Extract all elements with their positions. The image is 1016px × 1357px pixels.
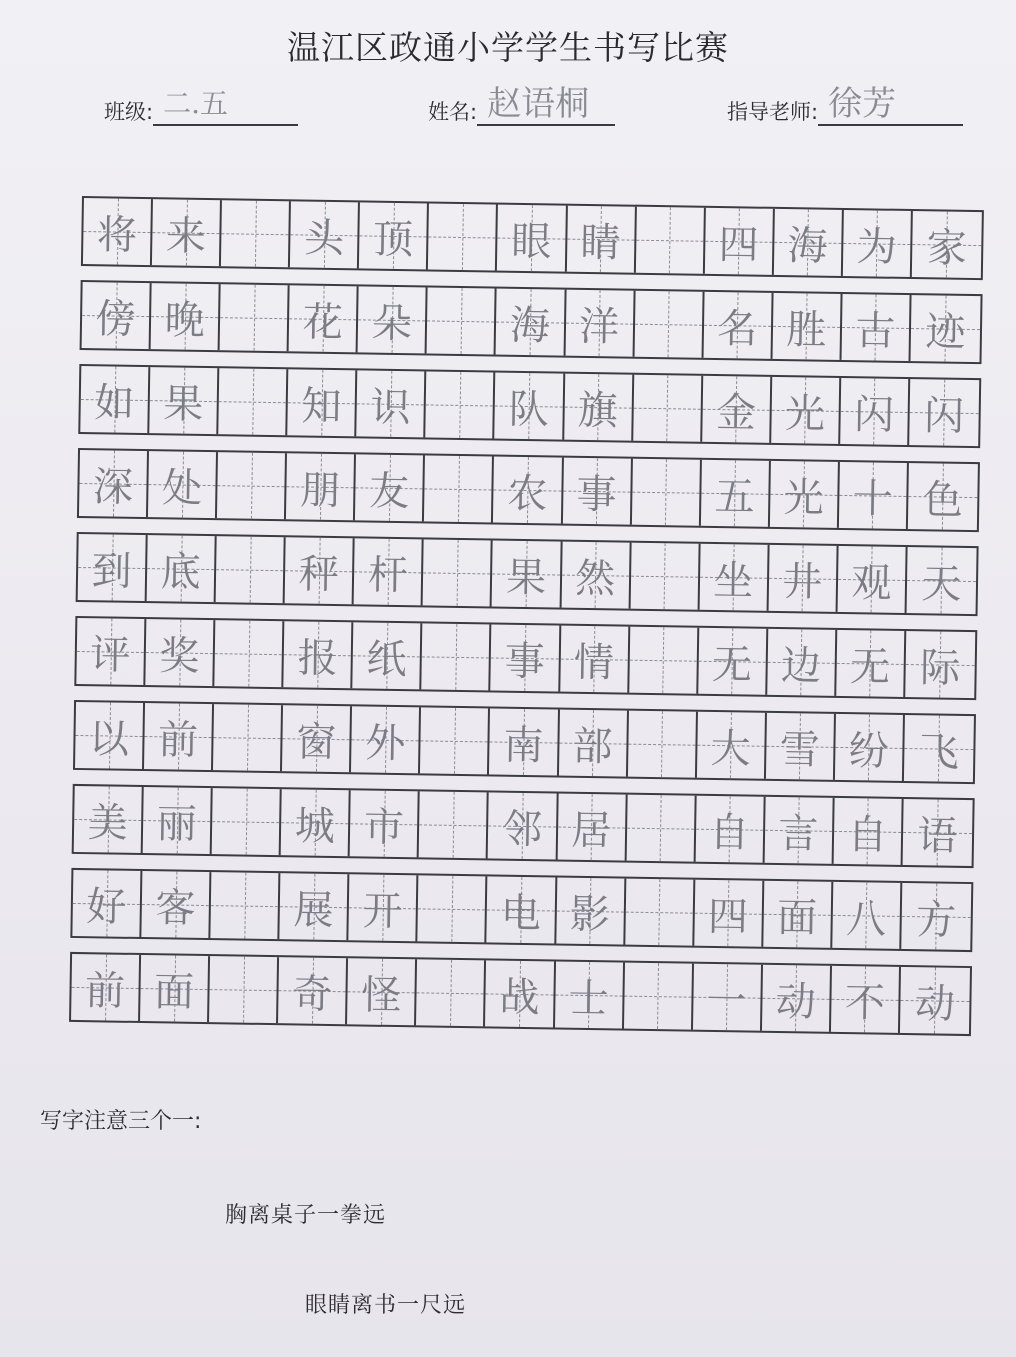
grid-cell	[900, 967, 970, 1034]
handwritten-char: 展	[293, 886, 334, 934]
grid-cell	[904, 715, 974, 782]
grid-cell	[906, 547, 976, 614]
grid-cell	[496, 289, 566, 356]
handwritten-char: 傍	[95, 295, 136, 343]
grid-cell	[763, 881, 833, 948]
grid-cell	[290, 201, 360, 268]
grid-cell	[289, 285, 359, 352]
grid-cell	[770, 461, 840, 528]
grid-cell	[564, 374, 634, 441]
grid-cell	[427, 287, 497, 354]
handwritten-char: 好	[86, 883, 127, 931]
grid-cell	[693, 964, 763, 1031]
grid-row	[72, 784, 975, 868]
handwritten-char: 睛	[580, 219, 621, 266]
grid-cell	[220, 284, 290, 351]
handwritten-char: 动	[775, 978, 817, 1026]
handwritten-char: 部	[572, 723, 613, 770]
handwritten-char: 不	[844, 979, 886, 1027]
handwritten-char: 闪	[853, 391, 895, 439]
grid-cell	[767, 629, 837, 696]
grid-cell	[772, 293, 842, 360]
grid-row	[76, 532, 979, 616]
handwritten-char: 海	[509, 302, 551, 349]
handwritten-char: 前	[157, 716, 199, 764]
handwritten-char: 邻	[501, 806, 543, 853]
handwritten-char: 一	[706, 977, 748, 1025]
handwritten-char: 海	[787, 222, 828, 270]
handwritten-char: 城	[294, 802, 336, 850]
grid-cell	[485, 960, 555, 1027]
handwritten-char: 秤	[298, 550, 340, 598]
grid-cell	[141, 871, 211, 938]
grid-row	[70, 868, 973, 952]
handwritten-char: 识	[370, 384, 411, 431]
handwritten-char: 八	[845, 895, 887, 943]
grid-cell	[626, 795, 696, 862]
grid-cell	[80, 366, 150, 433]
grid-cell	[832, 882, 902, 949]
grid-cell	[843, 210, 913, 277]
grid-cell	[493, 457, 563, 524]
handwritten-char: 光	[783, 474, 825, 522]
grid-cell	[831, 966, 901, 1033]
grid-cell	[634, 291, 704, 358]
handwritten-char: 无	[711, 641, 753, 689]
grid-cell	[151, 283, 221, 350]
grid-cell	[698, 628, 768, 695]
grid-cell	[357, 370, 427, 437]
handwritten-char: 果	[505, 554, 547, 601]
grid-cell	[565, 290, 635, 357]
grid-cell	[908, 463, 978, 530]
handwritten-char: 大	[710, 725, 751, 773]
handwritten-char: 古	[855, 307, 896, 355]
handwritten-char: 金	[715, 389, 757, 437]
handwritten-char: 纷	[848, 727, 890, 775]
grid-cell	[702, 376, 772, 443]
grid-cell	[701, 460, 771, 527]
handwritten-char: 洋	[578, 303, 620, 350]
grid-cell	[82, 282, 152, 349]
grid-cell	[632, 459, 702, 526]
handwritten-char: 语	[917, 812, 958, 860]
grid-cell	[768, 545, 838, 612]
handwritten-char: 边	[780, 642, 822, 690]
handwritten-char: 客	[155, 884, 196, 932]
grid-cell	[214, 620, 284, 687]
grid-cell	[349, 874, 419, 941]
handwritten-char: 迹	[925, 308, 966, 356]
grid-cell	[841, 294, 911, 361]
handwritten-char: 底	[160, 548, 202, 596]
page-title: 温江区政通小学学生书写比赛	[287, 28, 729, 67]
grid-cell	[635, 207, 705, 274]
grid-cell	[901, 883, 971, 950]
grid-cell	[625, 879, 695, 946]
handwritten-char: 言	[778, 810, 819, 858]
grid-cell	[840, 378, 910, 445]
handwritten-char: 四	[707, 893, 749, 941]
grid-cell	[217, 452, 287, 519]
handwritten-char: 居	[570, 807, 612, 854]
grid-cell	[905, 631, 975, 698]
handwritten-char: 以	[88, 715, 130, 763]
class-value: 二.五	[153, 84, 298, 126]
grid-cell	[282, 705, 352, 772]
note-item: 胸离桌子一拳远	[225, 1203, 387, 1228]
handwritten-char: 坐	[712, 557, 754, 605]
grid-cell	[839, 462, 909, 529]
handwritten-char: 朵	[371, 300, 413, 347]
grid-cell	[771, 377, 841, 444]
grid-cell	[833, 798, 903, 865]
grid-cell	[562, 458, 632, 525]
handwritten-char: 无	[849, 643, 891, 691]
grid-cell	[628, 711, 698, 778]
grid-cell	[423, 539, 493, 606]
handwritten-char: 电	[500, 890, 542, 937]
grid-cell	[353, 622, 423, 689]
handwritten-char: 农	[507, 470, 548, 517]
handwritten-char: 际	[919, 644, 961, 692]
handwritten-char: 队	[508, 386, 550, 433]
grid-cell	[624, 963, 694, 1030]
handwritten-char: 光	[784, 390, 826, 438]
grid-cell	[75, 702, 145, 769]
grid-cell	[147, 535, 217, 602]
grid-cell	[487, 876, 557, 943]
handwritten-char: 窗	[295, 718, 337, 766]
grid-cell	[835, 714, 905, 781]
grid-row	[69, 952, 972, 1036]
handwritten-char: 将	[96, 211, 138, 259]
handwritten-char: 观	[851, 559, 892, 607]
note-item: 眼睛离书一尺远	[305, 1293, 467, 1318]
grid-cell	[703, 292, 773, 359]
handwritten-char: 眼	[510, 218, 552, 265]
handwritten-char: 为	[856, 223, 898, 271]
grid-cell	[78, 534, 148, 601]
grid-cell	[83, 198, 153, 265]
grid-cell	[72, 870, 142, 937]
handwritten-char: 情	[573, 639, 615, 686]
handwritten-char: 前	[84, 967, 126, 1015]
handwritten-char: 家	[926, 224, 968, 272]
grid-cell	[418, 875, 488, 942]
handwritten-char: 知	[301, 382, 342, 430]
grid-row	[78, 364, 981, 448]
grid-cell	[74, 786, 144, 853]
grid-cell	[909, 379, 979, 446]
grid-cell	[561, 542, 631, 609]
handwritten-char: 来	[165, 212, 207, 260]
grid-cell	[218, 368, 288, 435]
grid-cell	[557, 794, 627, 861]
grid-cell	[697, 712, 767, 779]
handwritten-char: 奖	[159, 632, 200, 680]
handwritten-char: 面	[153, 968, 195, 1016]
handwritten-char: 友	[368, 468, 410, 515]
grid-cell	[912, 211, 982, 278]
handwritten-char: 评	[89, 631, 131, 679]
notes-title: 写字注意三个一:	[40, 1109, 202, 1134]
handwritten-char: 奇	[291, 970, 333, 1018]
grid-cell	[71, 954, 141, 1021]
grid-cell	[286, 453, 356, 520]
grid-cell	[629, 627, 699, 694]
grid-cell	[491, 624, 561, 691]
grid-cell	[555, 962, 625, 1029]
grid-cell	[566, 206, 636, 273]
handwritten-char: 杆	[367, 552, 409, 599]
grid-cell	[837, 546, 907, 613]
grid-cell	[774, 209, 844, 276]
handwritten-char: 纸	[366, 636, 407, 683]
grid-cell	[422, 623, 492, 690]
handwritten-char: 报	[297, 634, 338, 682]
grid-cell	[355, 454, 425, 521]
grid-cell	[762, 965, 832, 1032]
grid-row	[80, 280, 983, 364]
grid-cell	[488, 792, 558, 859]
grid-cell	[358, 286, 428, 353]
handwritten-char: 事	[504, 638, 546, 685]
grid-cell	[145, 619, 215, 686]
name-value: 赵语桐	[477, 84, 615, 126]
handwritten-char: 丽	[156, 800, 198, 848]
grid-cell	[556, 878, 626, 945]
handwritten-char: 自	[847, 811, 888, 859]
handwritten-char: 顶	[372, 216, 414, 263]
grid-cell	[76, 618, 146, 685]
handwritten-char: 闪	[923, 392, 965, 440]
grid-row	[74, 616, 977, 700]
name-field	[428, 84, 615, 126]
grid-cell	[903, 799, 973, 866]
grid-cell	[705, 208, 775, 275]
grid-cell	[144, 703, 214, 770]
grid-cell	[428, 203, 498, 270]
grid-cell	[211, 872, 281, 939]
writing-grid	[69, 196, 984, 1050]
grid-cell	[836, 630, 906, 697]
handwritten-char: 胜	[785, 306, 827, 354]
handwritten-char: 名	[716, 305, 758, 353]
grid-cell	[148, 451, 218, 518]
grid-cell	[426, 371, 496, 438]
grid-cell	[149, 367, 219, 434]
teacher-field	[727, 84, 963, 126]
grid-cell	[630, 543, 700, 610]
handwritten-char: 怪	[360, 971, 402, 1019]
grid-cell	[213, 704, 283, 771]
handwritten-char: 天	[921, 560, 962, 608]
grid-cell	[359, 202, 429, 269]
grid-cell	[350, 790, 420, 857]
name-label: 姓名:	[428, 100, 478, 124]
grid-cell	[278, 957, 348, 1024]
teacher-label: 指导老师:	[727, 100, 819, 124]
grid-cell	[143, 787, 213, 854]
grid-cell	[699, 544, 769, 611]
grid-cell	[495, 373, 565, 440]
grid-cell	[766, 713, 836, 780]
class-field	[104, 84, 298, 126]
handwritten-char: 晚	[164, 296, 206, 344]
grid-cell	[79, 450, 149, 517]
handwritten-char: 士	[568, 975, 609, 1022]
grid-row	[77, 448, 980, 532]
teacher-value: 徐芳	[818, 84, 963, 126]
grid-cell	[212, 788, 282, 855]
handwritten-char: 头	[303, 214, 345, 262]
grid-cell	[281, 789, 351, 856]
handwritten-char: 动	[914, 980, 956, 1028]
grid-cell	[424, 455, 494, 522]
handwritten-char: 美	[87, 799, 129, 847]
handwritten-char: 处	[161, 464, 203, 512]
grid-cell	[416, 959, 486, 1026]
grid-cell	[140, 955, 210, 1022]
handwritten-char: 雪	[779, 726, 821, 774]
grid-cell	[420, 707, 490, 774]
handwritten-char: 深	[92, 463, 134, 511]
handwritten-char: 四	[718, 221, 759, 269]
handwritten-char: 旗	[577, 387, 619, 434]
grid-cell	[492, 540, 562, 607]
handwritten-char: 影	[569, 891, 611, 938]
grid-cell	[152, 199, 222, 266]
handwritten-char: 外	[364, 720, 406, 767]
handwritten-char: 到	[91, 547, 133, 595]
handwritten-char: 飞	[918, 728, 960, 776]
grid-cell	[419, 791, 489, 858]
handwritten-char: 市	[363, 804, 405, 851]
handwritten-char: 井	[781, 558, 823, 606]
handwritten-char: 果	[162, 380, 204, 428]
handwritten-char: 南	[503, 722, 544, 769]
handwritten-char: 面	[776, 894, 818, 942]
grid-row	[81, 196, 984, 280]
handwritten-char: 色	[922, 476, 964, 524]
grid-cell	[559, 710, 629, 777]
handwritten-char: 花	[302, 298, 344, 346]
grid-cell	[560, 626, 630, 693]
grid-cell	[633, 375, 703, 442]
grid-cell	[497, 205, 567, 272]
handwritten-char: 十	[852, 475, 894, 523]
handwritten-char: 方	[915, 896, 957, 944]
handwritten-char: 五	[714, 473, 755, 521]
grid-cell	[764, 797, 834, 864]
grid-cell	[280, 873, 350, 940]
handwritten-char: 开	[362, 887, 404, 935]
grid-row	[73, 700, 976, 784]
handwritten-char: 事	[576, 471, 617, 518]
handwritten-char: 战	[499, 974, 540, 1021]
grid-cell	[694, 880, 764, 947]
grid-cell	[285, 537, 355, 604]
grid-cell	[284, 621, 354, 688]
grid-cell	[354, 538, 424, 605]
grid-cell	[695, 796, 765, 863]
class-label: 班级:	[104, 100, 154, 124]
handwritten-char: 朋	[299, 466, 341, 514]
grid-cell	[216, 536, 286, 603]
handwritten-char: 自	[708, 809, 750, 857]
grid-cell	[910, 295, 980, 362]
handwritten-char: 然	[574, 555, 616, 602]
grid-cell	[288, 369, 358, 436]
grid-cell	[347, 958, 417, 1025]
grid-cell	[489, 708, 559, 775]
grid-cell	[221, 200, 291, 267]
grid-cell	[351, 706, 421, 773]
grid-cell	[209, 956, 279, 1023]
handwritten-char: 如	[93, 379, 135, 427]
